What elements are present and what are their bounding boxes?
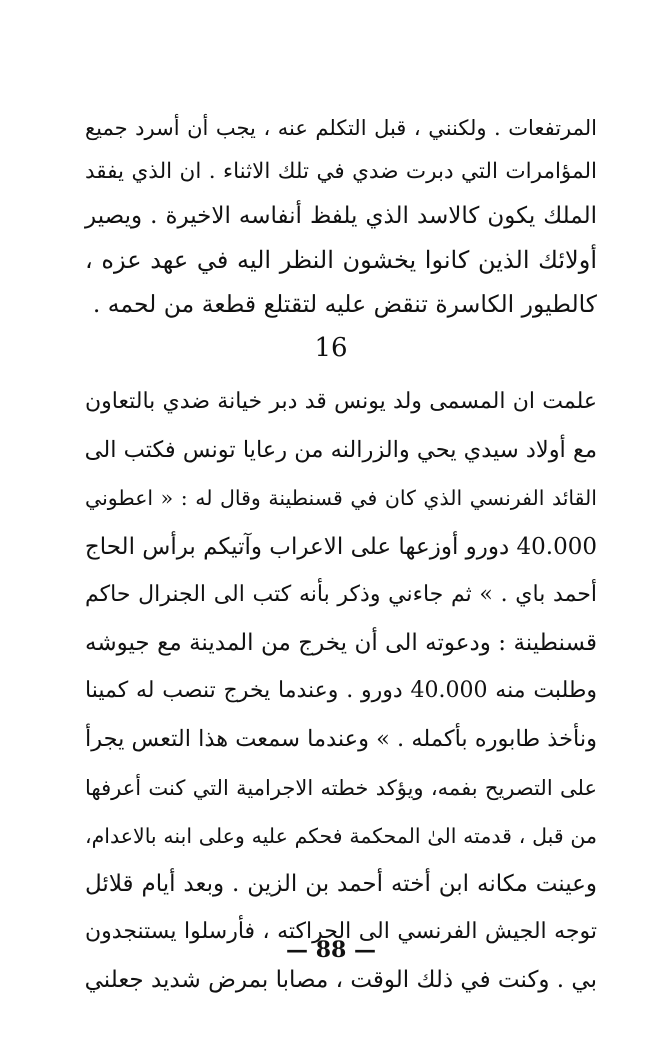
paragraph-1-line: كالطيور الكاسرة تنقض عليه لتقتلع قطعة من لحمه . bbox=[92, 290, 597, 318]
paragraph-1 bbox=[85, 106, 597, 326]
page-number: — 88 — bbox=[286, 937, 376, 963]
paragraph-2-line: وطلبت منه 40.000 دورو . وعندما يخرج تنصب له كمينا bbox=[85, 678, 597, 704]
paragraph-2-line: من قبل ، قدمته الىٰ المحكمة فحكم عليه وعلى ابنه بالاعدام، bbox=[85, 823, 597, 848]
paragraph-2-line: علمت ان المسمى ولد يونس قد دبر خيانة ضدي بالتعاون bbox=[85, 389, 597, 414]
paragraph-2-line: مع أولاد سيدي يحي والزرالنه من رعايا تونس فكتب الى bbox=[84, 437, 597, 464]
paragraph-2-line: توجه الجيش الفرنسي الى الحراكته ، فأرسلوا يستنجدون bbox=[85, 919, 597, 945]
paragraph-2 bbox=[85, 378, 597, 1004]
paragraph-2-line: على التصريح بفمه، ويؤكد خطته الاجرامية التي كنت أعرفها bbox=[85, 775, 597, 800]
paragraph-2-line: أحمد باي . » ثم جاءني وذكر بأنه كتب الى الجنرال حاكم bbox=[85, 581, 597, 607]
section-number: 16 bbox=[314, 333, 348, 363]
paragraph-2-line: 40.000 دورو أوزعها على الاعراب وآتيكم برأس الحاج bbox=[84, 533, 597, 560]
paragraph-2-line: القائد الفرنسي الذي كان في قسنطينة وقال له : « اعطوني bbox=[85, 486, 597, 511]
paragraph-2-line: بي . وكنت في ذلك الوقت ، مصابا بمرض شديد جعلني bbox=[84, 967, 597, 994]
paragraph-1-line: الملك يكون كالاسد الذي يلفظ أنفاسه الاخيرة . ويصير bbox=[85, 203, 597, 229]
paragraph-2-line: ونأخذ طابوره بأكمله . » وعندما سمعت هذا التعس يجرأ bbox=[84, 726, 597, 753]
paragraph-2-line: قسنطينة : ودعوته الى أن يخرج من المدينة مع جيوشه bbox=[85, 629, 597, 656]
paragraph-1-line: أولائك الذين كانوا يخشون النظر اليه في عهد عزه ، bbox=[85, 246, 597, 274]
paragraph-2-line: وعينت مكانه ابن أخته أحمد بن الزين . وبعد أيام قلائل bbox=[85, 870, 597, 897]
paragraph-1-line: المرتفعات . ولكنني ، قبل التكلم عنه ، يجب أن أسرد جميع bbox=[85, 116, 597, 140]
paragraph-1-line: المؤامرات التي دبرت ضدي في تلك الاثناء . ان الذي يفقد bbox=[85, 159, 597, 184]
